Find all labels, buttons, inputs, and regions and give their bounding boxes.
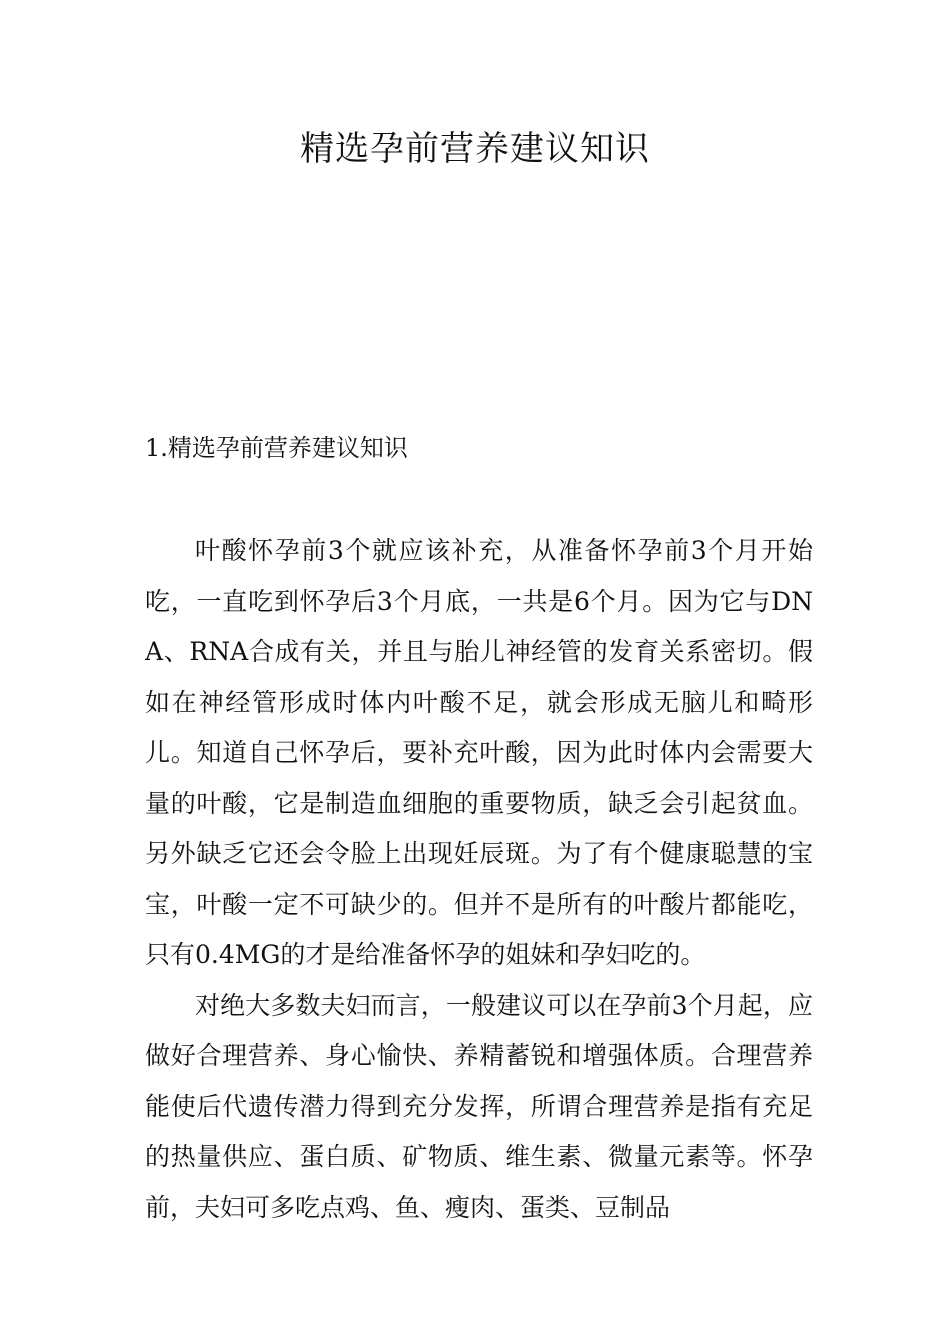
paragraph-nutrition: 对绝大多数夫妇而言，一般建议可以在孕前3个月起，应做好合理营养、身心愉快、养精蓄锐和增强体质。合理营养能使后代遗传潜力得到充分发挥，所谓合理营养是指有充足的热量供应、蛋白质、矿物质、维生素、微量元素等。怀孕前，夫妇可多吃点鸡、鱼、瘦肉、蛋类、豆制品 <box>145 990 813 1222</box>
body-text <box>145 526 813 1233</box>
document-title: 精选孕前营养建议知识 <box>300 129 650 169</box>
paragraph-folic-acid: 叶酸怀孕前3个就应该补充，从准备怀孕前3个月开始吃，一直吃到怀孕后3个月底，一共是6个月。因为它与DNA、RNA合成有关，并且与胎儿神经管的发育关系密切。假如在神经管形成时体内叶酸不足，就会形成无脑儿和畸形儿。知道自己怀孕后，要补充叶酸，因为此时体内会需要大量的叶酸，它是制造血细胞的重要物质，缺乏会引起贫血。另外缺乏它还会令脸上出现妊辰斑。为了有个健康聪慧的宝宝，叶酸一定不可缺少的。但并不是所有的叶酸片都能吃，只有0.4MG的才是给准备怀孕的姐妹和孕妇吃的。 <box>145 536 813 969</box>
section-heading: 1.精选孕前营养建议知识 <box>145 434 408 462</box>
